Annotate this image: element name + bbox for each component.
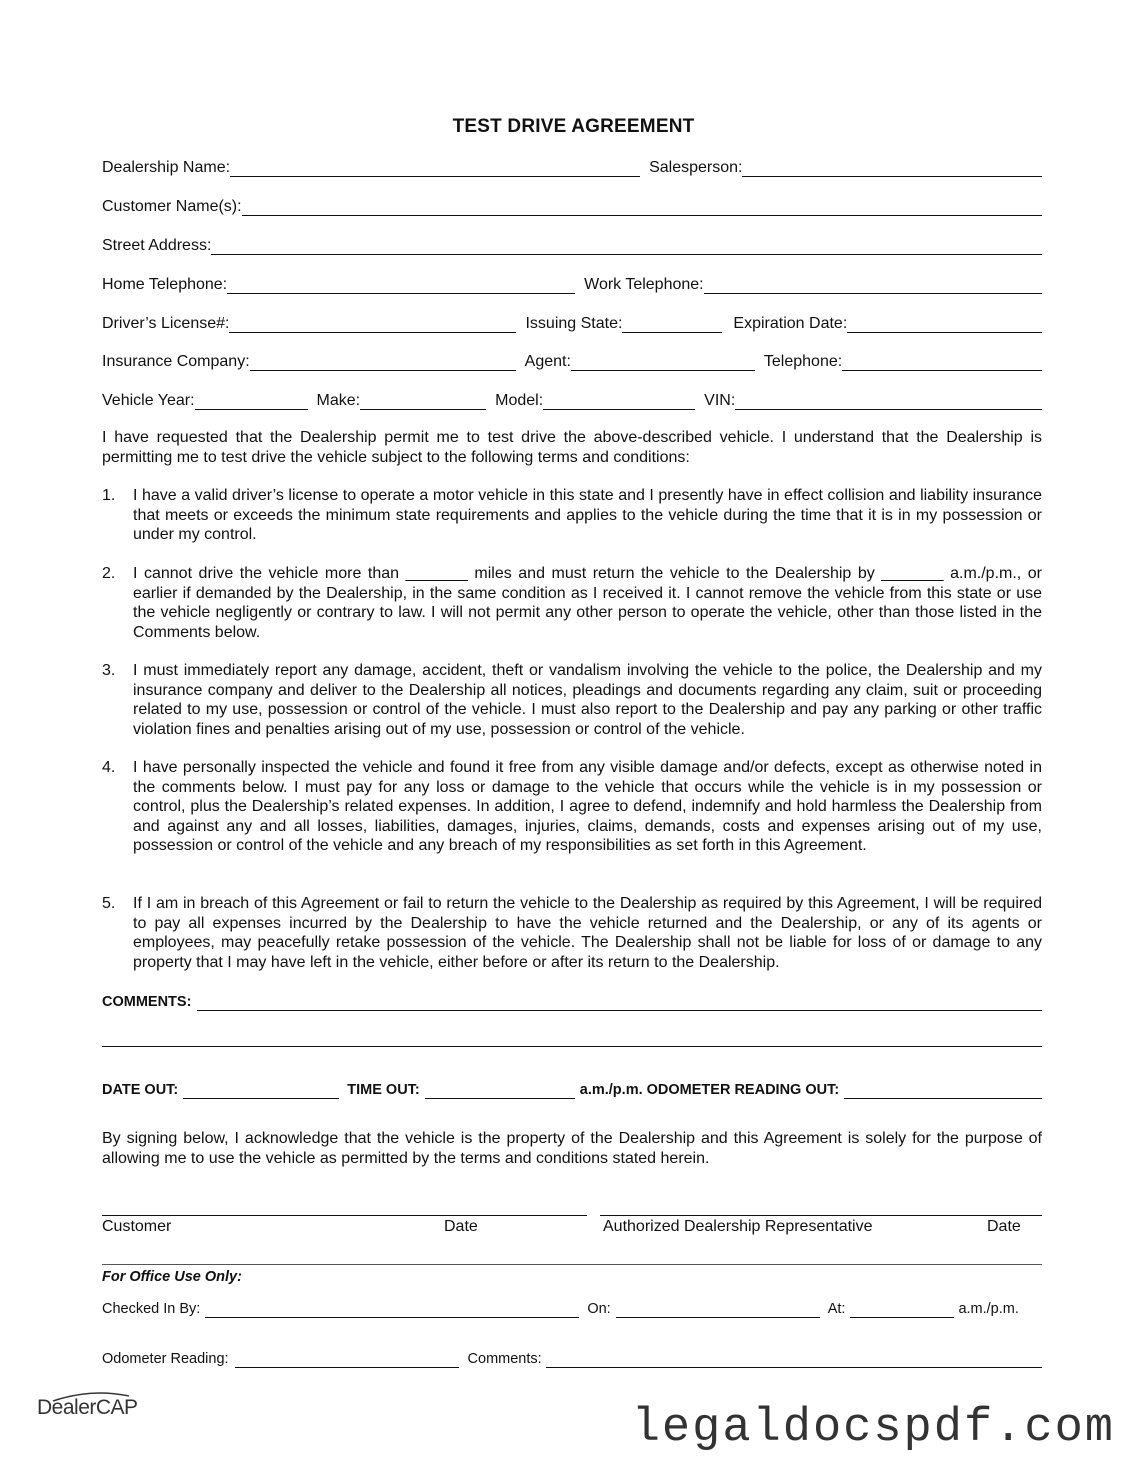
model-label: Model: (495, 392, 544, 409)
term-item (102, 661, 1042, 739)
customer-signature-line[interactable] (102, 1215, 587, 1216)
term-number: 2. (102, 565, 116, 582)
row-telephone (102, 274, 1042, 294)
term-item (102, 486, 1042, 545)
street-address-field[interactable] (211, 237, 1042, 255)
drivers-license-label: Driver’s License#: (102, 315, 230, 332)
date-out-label: DATE OUT: (102, 1082, 179, 1098)
model-field[interactable] (543, 392, 695, 410)
comments-label: COMMENTS: (102, 994, 192, 1010)
checked-in-by-field[interactable] (205, 1300, 579, 1318)
salesperson-field[interactable] (742, 159, 1042, 177)
on-field[interactable] (616, 1300, 820, 1318)
row-odometer (102, 1348, 1042, 1368)
expiration-date-label: Expiration Date: (733, 315, 848, 332)
customer-names-field[interactable] (242, 198, 1042, 216)
logo-text: DealerCAP (37, 1396, 138, 1419)
office-ampm-label: a.m./p.m. (958, 1301, 1019, 1317)
at-label: At: (827, 1301, 846, 1317)
logo-swoosh-icon (51, 1390, 131, 1402)
term-text: If I am in breach of this Agreement or fail to return the vehicle to the Dealership as required by this Agreement, I will be required to pay all expenses incurred by the Dealership to have the vehicle returned and the Dealership, or any of its agents or employees, may peacefully retake possession of the vehicle. The Dealership shall not be liable for loss of or damage to any property that I may have left in the vehicle, either before or after its return to the Dealership. (133, 895, 1042, 971)
term-number: 5. (102, 895, 116, 912)
term-text: I must immediately report any damage, accident, theft or vandalism involving the vehicle to the police, the Dealership and my insurance company and deliver to the Dealership all notices, pleadings and documents regarding any claim, suit or proceeding related to my use, possession or control of the vehicle. I must also report to the Dealership and pay any parking or other traffic violation fines and penalties arising out of my use, possession or control of the vehicle. (133, 662, 1042, 738)
vehicle-year-label: Vehicle Year: (102, 392, 195, 409)
customer-date-label: Date (444, 1218, 478, 1235)
date-out-field[interactable] (183, 1081, 339, 1099)
issuing-state-field[interactable] (622, 315, 722, 333)
acknowledgement-paragraph: By signing below, I acknowledge that the vehicle is the property of the Dealership and this Agreement is solely for the purpose of allowing me to use the vehicle as permitted by the terms and conditions stated herein. (102, 1130, 1042, 1167)
row-customer (102, 196, 1042, 216)
office-comments-label: Comments: (467, 1351, 542, 1367)
office-use-heading: For Office Use Only: (102, 1269, 242, 1285)
row-license (102, 313, 1042, 333)
row-insurance (102, 351, 1042, 371)
checked-in-by-label: Checked In By: (102, 1301, 201, 1317)
vin-label: VIN: (704, 392, 736, 409)
home-telephone-label: Home Telephone: (102, 276, 228, 293)
time-out-field[interactable] (425, 1081, 575, 1099)
on-label: On: (587, 1301, 611, 1317)
row-date-out (102, 1079, 1042, 1099)
office-comments-field[interactable] (546, 1350, 1042, 1368)
agent-label: Agent: (524, 353, 571, 370)
odometer-reading-field[interactable] (235, 1350, 459, 1368)
document-title: TEST DRIVE AGREEMENT (452, 116, 695, 137)
representative-signature-line[interactable] (600, 1215, 1042, 1216)
term-item (102, 894, 1042, 972)
make-label: Make: (316, 392, 361, 409)
term-item (102, 758, 1042, 856)
insurance-company-label: Insurance Company: (102, 353, 250, 370)
term-text: I cannot drive the vehicle more than _______ miles and must return the vehicle to the Dealership by _______ a.m./p.m., or earlier if demanded by the Dealership, in the same condition as I received it. I cannot remove the vehicle from this state or use the vehicle negligently or contrary to law. I will not permit any other person to operate the vehicle, other than those listed in the Comments below. (133, 565, 1042, 641)
odometer-out-field[interactable] (844, 1081, 1042, 1099)
customer-names-label: Customer Name(s): (102, 198, 242, 215)
row-checked-in (102, 1298, 1042, 1318)
vehicle-year-field[interactable] (195, 392, 308, 410)
watermark: legaldocspdf.com (631, 1402, 1115, 1455)
office-divider (102, 1264, 1042, 1265)
row-comments (102, 991, 1042, 1011)
expiration-date-field[interactable] (847, 315, 1042, 333)
term-number: 3. (102, 662, 116, 679)
home-telephone-field[interactable] (227, 276, 575, 294)
term-text: I have personally inspected the vehicle and found it free from any visible damage and/or defects, except as otherwise noted in the comments below. I must pay for any loss or damage to the vehicle that occurs while the vehicle is in my possession or control, plus the Dealership’s related expenses. In addition, I agree to defend, indemnify and hold harmless the Dealership from and against any and all losses, liabilities, damages, injuries, claims, demands, costs and expenses arising out of my use, possession or control of the vehicle and any breach of my responsibilities as set forth in this Agreement. (133, 759, 1042, 854)
term-item (102, 564, 1042, 642)
term-text: I have a valid driver’s license to operate a motor vehicle in this state and I presently have in effect collision and liability insurance that meets or exceeds the minimum state requirements and applies to the vehicle during the time that it is in my possession or under my control. (133, 487, 1042, 543)
representative-signature-label: Authorized Dealership Representative (603, 1218, 873, 1235)
time-out-label: TIME OUT: (347, 1082, 420, 1098)
customer-signature-label: Customer (102, 1218, 172, 1235)
drivers-license-field[interactable] (229, 315, 516, 333)
vin-field[interactable] (735, 392, 1042, 410)
make-field[interactable] (360, 392, 486, 410)
dealership-name-label: Dealership Name: (102, 159, 231, 176)
dealercap-logo (37, 1396, 138, 1420)
row-address (102, 235, 1042, 255)
salesperson-label: Salesperson: (649, 159, 743, 176)
term-number: 1. (102, 487, 116, 504)
term-number: 4. (102, 759, 116, 776)
intro-paragraph: I have requested that the Dealership permit me to test drive the above-described vehicle. I understand that the Dealership is permitting me to test drive the vehicle subject to the following terms and conditions: (102, 429, 1042, 466)
ampm-odometer-out-label: a.m./p.m. ODOMETER READING OUT: (579, 1082, 840, 1098)
row-vehicle (102, 390, 1042, 410)
representative-date-label: Date (987, 1218, 1021, 1235)
at-field[interactable] (850, 1300, 954, 1318)
comments-field-line-2[interactable] (102, 1046, 1042, 1047)
comments-field[interactable] (197, 993, 1042, 1011)
dealership-name-field[interactable] (230, 159, 640, 177)
telephone-field[interactable] (842, 353, 1042, 371)
row-dealership (102, 157, 1042, 177)
agent-field[interactable] (571, 353, 755, 371)
work-telephone-field[interactable] (704, 276, 1042, 294)
issuing-state-label: Issuing State: (525, 315, 623, 332)
insurance-company-field[interactable] (250, 353, 516, 371)
work-telephone-label: Work Telephone: (584, 276, 704, 293)
odometer-reading-label: Odometer Reading: (102, 1351, 229, 1367)
street-address-label: Street Address: (102, 237, 212, 254)
telephone-label: Telephone: (763, 353, 843, 370)
